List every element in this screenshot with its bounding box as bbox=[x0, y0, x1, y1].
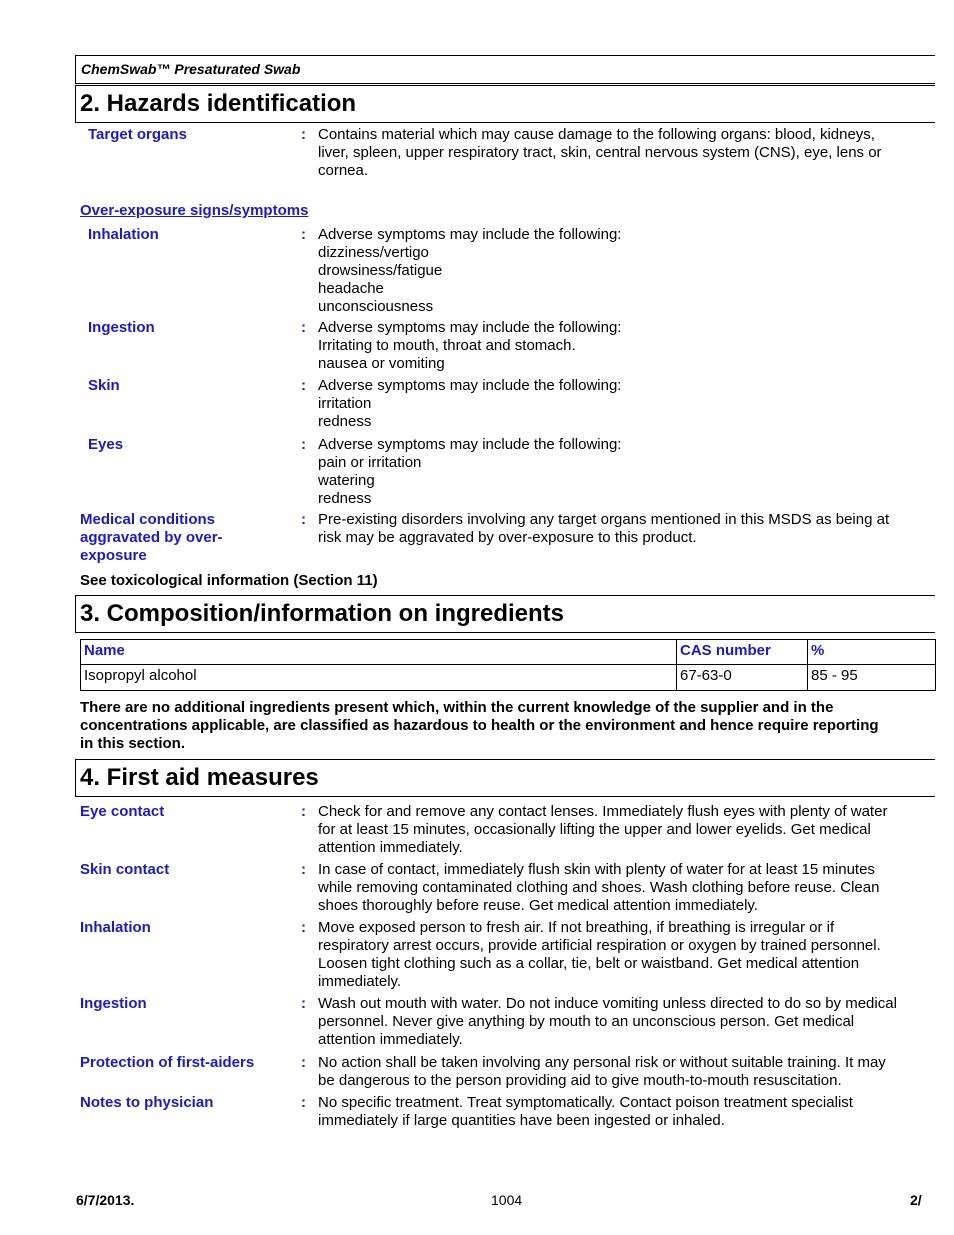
separator: : bbox=[301, 377, 306, 394]
section-4-header bbox=[75, 759, 935, 797]
inhalation-label: Inhalation bbox=[88, 226, 159, 243]
separator: : bbox=[301, 126, 306, 143]
ingestion-label: Ingestion bbox=[88, 319, 155, 336]
ingredient-cas: 67-63-0 bbox=[677, 665, 808, 691]
protection-first-aiders-label: Protection of first-aiders bbox=[80, 1054, 255, 1071]
first-aid-ingestion-label: Ingestion bbox=[80, 995, 147, 1012]
overexposure-heading-link[interactable]: Over-exposure signs/symptoms bbox=[80, 202, 309, 219]
ingestion-value: Adverse symptoms may include the following: Irritating to mouth, throat and stomach. nausea or vomiting bbox=[318, 319, 622, 372]
protection-first-aiders-value: No action shall be taken involving any personal risk or without suitable training. It may be dangerous to the person providing aid to give mouth-to-mouth resuscitation. bbox=[318, 1054, 886, 1089]
section-2-title: 2. Hazards identification bbox=[80, 90, 357, 117]
footer-code: 1004 bbox=[491, 1192, 523, 1208]
separator: : bbox=[301, 436, 306, 453]
column-header-percent: % bbox=[808, 640, 936, 665]
notes-to-physician-label: Notes to physician bbox=[80, 1094, 214, 1111]
eyes-value: Adverse symptoms may include the following: pain or irritation watering redness bbox=[318, 436, 622, 507]
section-3-title: 3. Composition/information on ingredients bbox=[80, 600, 564, 627]
eyes-label: Eyes bbox=[88, 436, 124, 453]
skin-value: Adverse symptoms may include the following: irritation redness bbox=[318, 377, 622, 430]
eye-contact-value: Check for and remove any contact lenses. Immediately flush eyes with plenty of water for at least 15 minutes, occasionally lifting the upper and lower eyelids. Get medical attention immediately. bbox=[318, 803, 888, 856]
target-organs-value: Contains material which may cause damage to the following organs: blood, kidneys, liver, spleen, upper respiratory tract, skin, central nervous system (CNS), eye, lens or cornea. bbox=[318, 126, 882, 179]
column-header-name: Name bbox=[81, 640, 677, 665]
ingredient-percent: 85 - 95 bbox=[808, 665, 936, 691]
table-header-row bbox=[81, 640, 936, 665]
separator: : bbox=[301, 995, 306, 1012]
footer-date: 6/7/2013. bbox=[76, 1192, 135, 1208]
separator: : bbox=[301, 1094, 306, 1111]
separator: : bbox=[301, 319, 306, 336]
section-3-header bbox=[75, 595, 935, 633]
ingredients-table bbox=[80, 639, 936, 691]
first-aid-inhalation-value: Move exposed person to fresh air. If not breathing, if breathing is irregular or if respiratory arrest occurs, provide artificial respiration or oxygen by trained personnel. Loosen tight clothing such as a collar, tie, belt or waistband. Get medical attention immediately. bbox=[318, 919, 881, 990]
separator: : bbox=[301, 226, 306, 243]
product-name: ChemSwab™ Presaturated Swab bbox=[81, 61, 301, 77]
column-header-cas: CAS number bbox=[677, 640, 808, 665]
target-organs-label: Target organs bbox=[88, 126, 187, 143]
see-toxicological-note: See toxicological information (Section 11) bbox=[80, 572, 378, 589]
medical-conditions-label: Medical conditions aggravated by over- exposure bbox=[80, 511, 223, 564]
inhalation-value: Adverse symptoms may include the following: dizziness/vertigo drowsiness/fatigue headache unconsciousness bbox=[318, 226, 622, 315]
eye-contact-label: Eye contact bbox=[80, 803, 165, 820]
separator: : bbox=[301, 803, 306, 820]
separator: : bbox=[301, 861, 306, 878]
product-header bbox=[75, 55, 935, 84]
section-4-title: 4. First aid measures bbox=[80, 764, 319, 791]
composition-note: There are no additional ingredients present which, within the current knowledge of the supplier and in the concentrations applicable, are classified as hazardous to health or the environment and hence require reporting in this section. bbox=[80, 699, 879, 752]
section-2-header bbox=[75, 85, 935, 123]
skin-contact-label: Skin contact bbox=[80, 861, 170, 878]
first-aid-ingestion-value: Wash out mouth with water. Do not induce vomiting unless directed to do so by medical personnel. Never give anything by mouth to an unconscious person. Get medical attention immediately. bbox=[318, 995, 897, 1048]
notes-to-physician-value: No specific treatment. Treat symptomatically. Contact poison treatment specialist immediately if large quantities have been ingested or inhaled. bbox=[318, 1094, 853, 1129]
page-number: 2/ bbox=[910, 1192, 922, 1208]
first-aid-inhalation-label: Inhalation bbox=[80, 919, 151, 936]
separator: : bbox=[301, 1054, 306, 1071]
table-row bbox=[81, 665, 936, 691]
separator: : bbox=[301, 919, 306, 936]
ingredient-name: Isopropyl alcohol bbox=[81, 665, 677, 691]
skin-contact-value: In case of contact, immediately flush skin with plenty of water for at least 15 minutes while removing contaminated clothing and shoes. Wash clothing before reuse. Clean shoes thoroughly before reuse. Get medical attention immediately. bbox=[318, 861, 880, 914]
separator: : bbox=[301, 511, 306, 528]
skin-label: Skin bbox=[88, 377, 120, 394]
medical-conditions-value: Pre-existing disorders involving any target organs mentioned in this MSDS as being at risk may be aggravated by over-exposure to this product. bbox=[318, 511, 890, 546]
